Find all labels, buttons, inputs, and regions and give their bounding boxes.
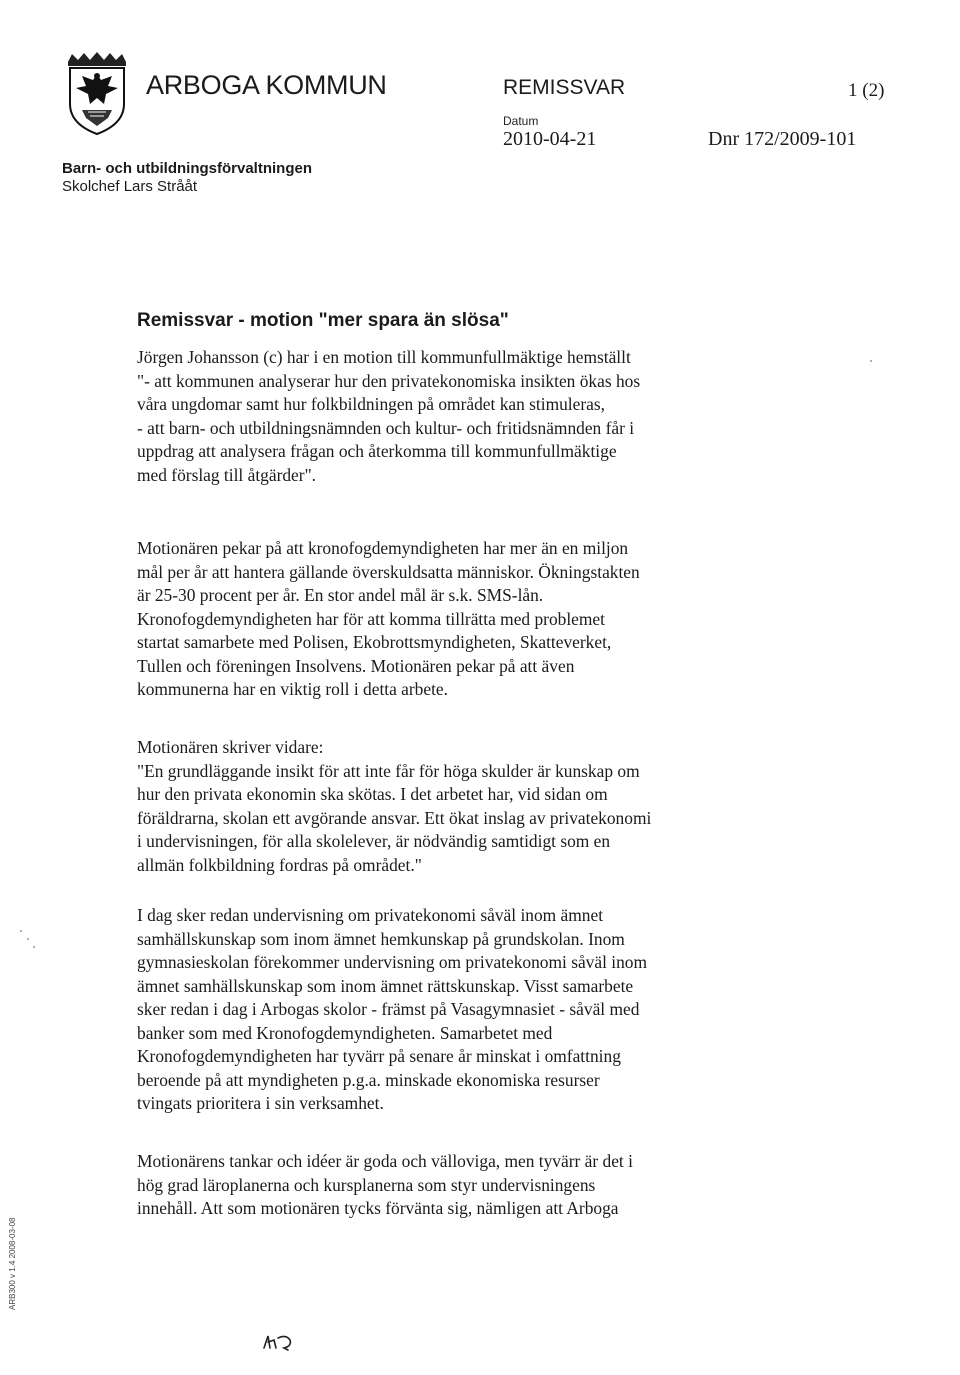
text-line: Motionären skriver vidare: — [137, 737, 324, 757]
text-line: Jörgen Johansson (c) har i en motion till kommunfullmäktige hemställt — [137, 347, 631, 367]
text-line: beroende på att myndigheten p.g.a. minskade ekonomiska resurser — [137, 1069, 600, 1090]
scan-speck — [27, 938, 29, 940]
text-line: våra ungdomar samt hur folkbildningen på området kan stimuleras, — [137, 394, 605, 414]
paragraph — [137, 1150, 787, 1221]
document-title: Remissvar - motion "mer spara än slösa" — [137, 310, 509, 331]
date-value: 2010-04-21 — [503, 128, 597, 150]
text-line: - att barn- och utbildningsnämnden och kultur- och fritidsnämnden får i — [137, 417, 635, 438]
text-line: hög grad läroplanerna och kursplanerna som styr undervisningens — [137, 1174, 596, 1195]
paragraph — [137, 904, 787, 1116]
text-line: samhällskunskap som inom ämnet hemkunskap på grundskolan. Inom — [137, 928, 625, 949]
text-line: banker som med Kronofogdemyndigheten. Samarbetet med — [137, 1022, 553, 1043]
text-line: är 25-30 procent per år. En stor andel mål är s.k. SMS-lån. — [137, 585, 544, 605]
form-code: ARB300 v 1.4 2008-03-08 — [8, 1217, 17, 1310]
text-line: Kronofogdemyndigheten har för att komma tillrätta med problemet — [137, 608, 605, 629]
text-line: Motionären pekar på att kronofogdemyndigheten har mer än en miljon — [137, 538, 629, 558]
text-line: i undervisningen, för alla skolelever, är nödvändig samtidigt som en — [137, 831, 611, 851]
sender-person: Skolchef Lars Strååt — [62, 178, 198, 195]
date-label: Datum — [503, 114, 539, 128]
text-line: Kronofogdemyndigheten har tyvärr på senare år minskat i omfattning — [137, 1046, 621, 1066]
text-line: kommunerna har en viktig roll i detta arbete. — [137, 679, 448, 699]
text-line: innehåll. Att som motionären tycks förvänta sig, nämligen att Arboga — [137, 1198, 619, 1218]
page-number: 1 (2) — [848, 80, 885, 101]
text-line: startat samarbete med Polisen, Ekobrottsmyndigheten, Skatteverket, — [137, 632, 612, 652]
registration-number: Dnr 172/2009-101 — [708, 128, 857, 150]
text-line: mål per år att hantera gällande överskuldsatta människor. Ökningstakten — [137, 561, 640, 582]
text-line: med förslag till åtgärder". — [137, 464, 317, 485]
scan-speck — [33, 946, 35, 948]
text-line: uppdrag att analysera frågan och återkomma till kommunfullmäktige — [137, 441, 617, 461]
paragraph — [137, 736, 787, 877]
scan-speck — [870, 360, 872, 362]
text-line: föräldrarna, skolan ett avgörande ansvar. Ett ökat inslag av privatekonomi — [137, 807, 652, 828]
text-line: allmän folkbildning fordras på området." — [137, 854, 422, 875]
document-type: REMISSVAR — [503, 76, 626, 99]
text-line: "- att kommunen analyserar hur den privatekonomiska insikten ökas hos — [137, 370, 641, 391]
scan-speck — [20, 930, 22, 932]
text-line: hur den privata ekonomin ska skötas. I det arbetet har, vid sidan om — [137, 784, 608, 804]
text-line: gymnasieskolan förekommer undervisning om privatekonomi såväl inom — [137, 952, 648, 972]
paragraph — [137, 346, 787, 487]
organization-name: ARBOGA KOMMUN — [146, 70, 387, 100]
text-line: ämnet samhällskunskap som inom ämnet rättskunskap. Visst samarbete — [137, 975, 634, 996]
arboga-coat-of-arms-icon — [62, 52, 132, 136]
text-line: sker redan i dag i Arbogas skolor - främst på Vasagymnasiet - såväl med — [137, 999, 640, 1019]
paragraph — [137, 537, 787, 702]
text-line: tvingats prioritera i sin verksamhet. — [137, 1093, 384, 1113]
sender-department: Barn- och utbildningsförvaltningen — [62, 160, 312, 177]
text-line: Tullen och föreningen Insolvens. Motionären pekar på att även — [137, 655, 575, 676]
text-line: I dag sker redan undervisning om privatekonomi såväl inom ämnet — [137, 905, 604, 925]
text-line: Motionärens tankar och idéer är goda och välloviga, men tyvärr är det i — [137, 1151, 633, 1171]
handwritten-initials-icon — [262, 1332, 296, 1352]
text-line: "En grundläggande insikt för att inte får för höga skulder är kunskap om — [137, 760, 640, 781]
